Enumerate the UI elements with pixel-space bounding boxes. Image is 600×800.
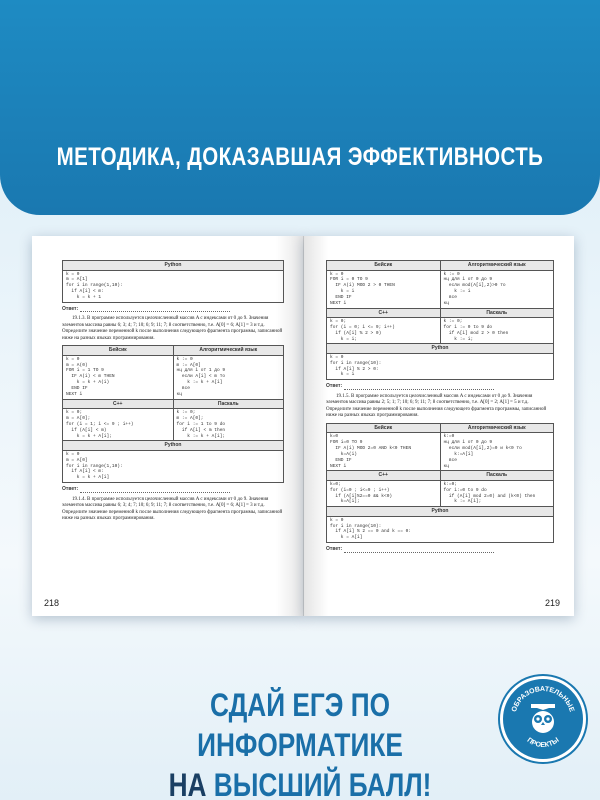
- slogan-line-1: СДАЙ ЕГЭ ПО ИНФОРМАТИКЕ: [197, 687, 403, 763]
- task-text: 19.1.3. В программе используется целочисленный массив A с индексами от 0 до 9. Значения элементов массива равны 6; 3; 4; 7; 10; 6; 9; 11; 7; 8 соответственно, т.е. A[0] = 6; A[1] = 3 и т.д. Определите значение переменной k после выполнения следующего фрагмента программы, записанной ниже на разных языках программирования.: [62, 316, 283, 341]
- code-line: if (A[i] mod 2=0) and (k<0) then: [443, 493, 536, 499]
- python-code: [327, 517, 553, 542]
- logo-text-bottom: ПРОЕКТЫ: [525, 736, 561, 750]
- right-page: [304, 236, 574, 616]
- pascal-code: [440, 481, 554, 506]
- python-header: Python: [63, 440, 283, 451]
- slogan-line-2-prefix: НА: [168, 767, 214, 800]
- code-line: NEXT i: [66, 391, 83, 397]
- cpp-code: [327, 481, 440, 506]
- python-header: Python: [63, 261, 283, 271]
- code-line: все: [443, 457, 458, 463]
- code-line: k = 0: [330, 271, 344, 277]
- answer-label: Ответ:: [62, 486, 79, 493]
- code-line: нц для i от 1 до 9: [176, 368, 226, 374]
- code-line: FOR i = 1 TO 9: [66, 368, 104, 374]
- code-line: if (A[i]%2==0 && k<0): [330, 493, 393, 499]
- code-line: k:=0: [443, 434, 455, 440]
- basic-code: [327, 433, 440, 470]
- pascal-header: Паскаль: [440, 309, 554, 319]
- header-band: [0, 0, 600, 215]
- code-line: k:=0;: [443, 481, 458, 487]
- logo-text-top: ОБРАЗОВАТЕЛЬНЫЕ: [510, 685, 576, 713]
- slogan-line-2: [120, 765, 481, 800]
- code-line: k=A[i];: [330, 499, 360, 505]
- headline: МЕТОДИКА, ДОКАЗАВШАЯ ЭФФЕКТИВНОСТЬ: [56, 143, 544, 171]
- code-line: if A[i] < m:: [66, 289, 104, 295]
- code-line: k = 0;: [330, 319, 347, 325]
- code-line: FOR i=0 TO 9: [330, 440, 363, 446]
- code-line: нц для i от 0 до 9: [443, 277, 493, 283]
- left-page-content: [62, 260, 284, 526]
- code-block: [63, 271, 283, 302]
- code-line: IF A(i) MOD 2=0 AND k<0 THEN: [330, 446, 412, 451]
- cpp-code: [327, 318, 440, 343]
- code-table: [326, 260, 554, 380]
- cpp-code: [63, 409, 173, 440]
- code-line: k := A[i];: [443, 499, 482, 505]
- code-line: for i in range(1,10):: [66, 463, 123, 469]
- code-table: [62, 345, 284, 483]
- python-table: [62, 260, 284, 303]
- basic-header: Бейсик: [63, 346, 173, 356]
- code-line: k=0;: [330, 481, 341, 487]
- page-number: 219: [544, 598, 560, 608]
- code-line: FOR i = 0 TO 9: [330, 277, 368, 283]
- code-line: k = i: [330, 289, 355, 295]
- code-line: m = A[0]: [66, 457, 88, 463]
- pascal-header: Паскаль: [440, 471, 554, 481]
- python-header: Python: [327, 343, 553, 354]
- code-line: if (A[i] % 2 > 0): [330, 330, 382, 336]
- code-line: if A[i] % 2 == 0 and k == 0:: [330, 529, 412, 535]
- code-line: k = 0: [66, 356, 80, 362]
- code-line: for (i = 1; i <= 9 ; i++): [66, 421, 134, 427]
- code-line: k=0: [330, 434, 339, 440]
- basic-code: [63, 356, 173, 399]
- svg-text:ПРОЕКТЫ: [526, 737, 561, 749]
- code-line: END IF: [330, 294, 352, 300]
- code-line: все: [443, 294, 458, 300]
- pascal-code: [173, 409, 284, 440]
- pascal-header: Паскаль: [173, 400, 284, 410]
- code-line: нц для i от 0 до 9: [443, 440, 493, 446]
- code-line: k = k + 1: [66, 294, 102, 300]
- alg-code: [440, 433, 554, 470]
- code-line: END IF: [66, 385, 88, 391]
- code-line: for i := 0 to 9 do: [443, 324, 493, 330]
- code-line: m = A[1]: [66, 277, 88, 283]
- code-line: m := A[0];: [176, 415, 204, 421]
- code-line: k := 0: [176, 356, 193, 362]
- code-line: кц: [176, 391, 182, 397]
- code-line: k := k + A[i];: [176, 433, 226, 439]
- code-line: for (i=0 ; i<=9 ; i++): [330, 487, 390, 493]
- python-code: [327, 354, 553, 379]
- slogan: [120, 685, 481, 800]
- answer-line: [62, 306, 284, 313]
- code-line: если A[i] < m то: [176, 374, 226, 380]
- open-book: [28, 236, 586, 616]
- code-line: k := 0;: [443, 319, 463, 325]
- code-line: k = 0: [330, 517, 344, 523]
- alg-header: Алгоритмический язык: [440, 261, 554, 271]
- answer-label: Ответ:: [326, 383, 343, 390]
- cpp-header: C++: [63, 400, 173, 410]
- code-line: if A[i] mod 2 > 0 then: [443, 330, 509, 336]
- python-code: [63, 451, 283, 482]
- answer-line: [326, 546, 554, 553]
- code-line: кц: [443, 300, 449, 306]
- basic-header: Бейсик: [327, 424, 440, 434]
- slogan-line-2-highlight: ВЫСШИЙ БАЛЛ!: [213, 767, 432, 800]
- code-line: k = k + A[i]: [66, 475, 110, 481]
- alg-code: [440, 271, 554, 308]
- code-line: k = k + A[i];: [66, 433, 112, 439]
- code-line: k = A[i]: [330, 535, 363, 541]
- code-line: if (A[i] < m): [66, 427, 107, 433]
- code-line: k=A(i): [330, 451, 358, 457]
- code-line: for i in range(10):: [330, 523, 382, 529]
- right-page-content: [326, 260, 554, 557]
- code-line: NEXT i: [330, 463, 347, 469]
- owl-icon: [529, 704, 557, 734]
- code-line: if A[i] % 2 > 0:: [330, 366, 379, 372]
- code-line: for i:=0 to 9 do: [443, 487, 487, 493]
- cpp-header: C++: [327, 309, 440, 319]
- code-line: for i := 1 to 9 do: [176, 421, 226, 427]
- alg-code: [173, 356, 284, 399]
- code-line: k = 0: [66, 451, 80, 457]
- code-line: k = i;: [330, 336, 358, 342]
- code-line: все: [176, 385, 191, 391]
- left-page: [32, 236, 304, 616]
- alg-header: Алгоритмический язык: [440, 424, 554, 434]
- alg-header: Алгоритмический язык: [173, 346, 284, 356]
- code-line: k := 0: [443, 271, 460, 277]
- answer-label: Ответ:: [62, 305, 79, 312]
- task-text: 19.1.5. В программе используется целочисленный массив A с индексами от 0 до 9. Значения элементов массива равны 2; 5; 1; 7; 10; 6; 9; 11; 7; 8 соответственно, т.е. A[0] = 2; A[1] = 5 и т.д. Определите значение переменной k после выполнения следующего фрагмента программы, записанной ниже на разных языках программирования.: [326, 393, 547, 419]
- code-line: k = k + A(i): [66, 380, 110, 386]
- answer-line: [62, 486, 284, 493]
- python-header: Python: [327, 506, 553, 517]
- pascal-code: [440, 318, 554, 343]
- code-line: k := 0;: [176, 410, 196, 416]
- code-line: k = 0: [330, 354, 344, 360]
- code-line: k := i: [443, 289, 471, 295]
- basic-header: Бейсик: [327, 261, 440, 271]
- code-line: if A[i] < m:: [66, 469, 104, 475]
- code-line: k = 0;: [66, 410, 83, 416]
- code-line: NEXT i: [330, 300, 347, 306]
- code-line: m := A[0]: [176, 362, 201, 368]
- code-line: for i in range(1,10):: [66, 283, 123, 289]
- answer-line: [326, 383, 554, 390]
- code-line: если mod(A[i],2)>0 то: [443, 283, 506, 289]
- page-number: 218: [44, 598, 60, 608]
- code-line: END IF: [330, 457, 352, 463]
- task-text: 19.1.4. В программе используется целочисленный массив A с индексами от 0 до 9. Значения элементов массива равны 6; 3; 4; 7; 10; 6; 9; 11; 7; 8 соответственно, т.е. A[0] = 6; A[1] = 3 и т.д. Определите значение переменной k после выполнения следующего фрагмента программы, записанной ниже на разных языках программирования.: [62, 496, 283, 522]
- cpp-header: C++: [327, 471, 440, 481]
- code-line: если mod(A[i],2)=0 и k<0 то: [443, 446, 522, 451]
- code-line: k:=A[i]: [443, 451, 474, 457]
- code-line: m = A[0];: [66, 415, 91, 421]
- code-line: IF A(i) < m THEN: [66, 374, 115, 380]
- code-line: for i in range(10):: [330, 360, 382, 366]
- code-table: [326, 423, 554, 543]
- code-line: IF A(i) MOD 2 > 0 THEN: [330, 283, 395, 289]
- basic-code: [327, 271, 440, 308]
- code-line: k := k + A[i]: [176, 380, 223, 386]
- code-line: кц: [443, 463, 449, 469]
- answer-label: Ответ:: [326, 546, 343, 553]
- code-line: m = A(0): [66, 362, 88, 368]
- code-line: k = 0: [66, 271, 80, 277]
- publisher-logo: [500, 676, 586, 762]
- code-line: k = i: [330, 372, 355, 378]
- code-line: for (i = 0; i <= 9; i++): [330, 324, 395, 330]
- code-line: if A[i] < m then: [176, 427, 226, 433]
- code-line: k := i;: [443, 336, 474, 342]
